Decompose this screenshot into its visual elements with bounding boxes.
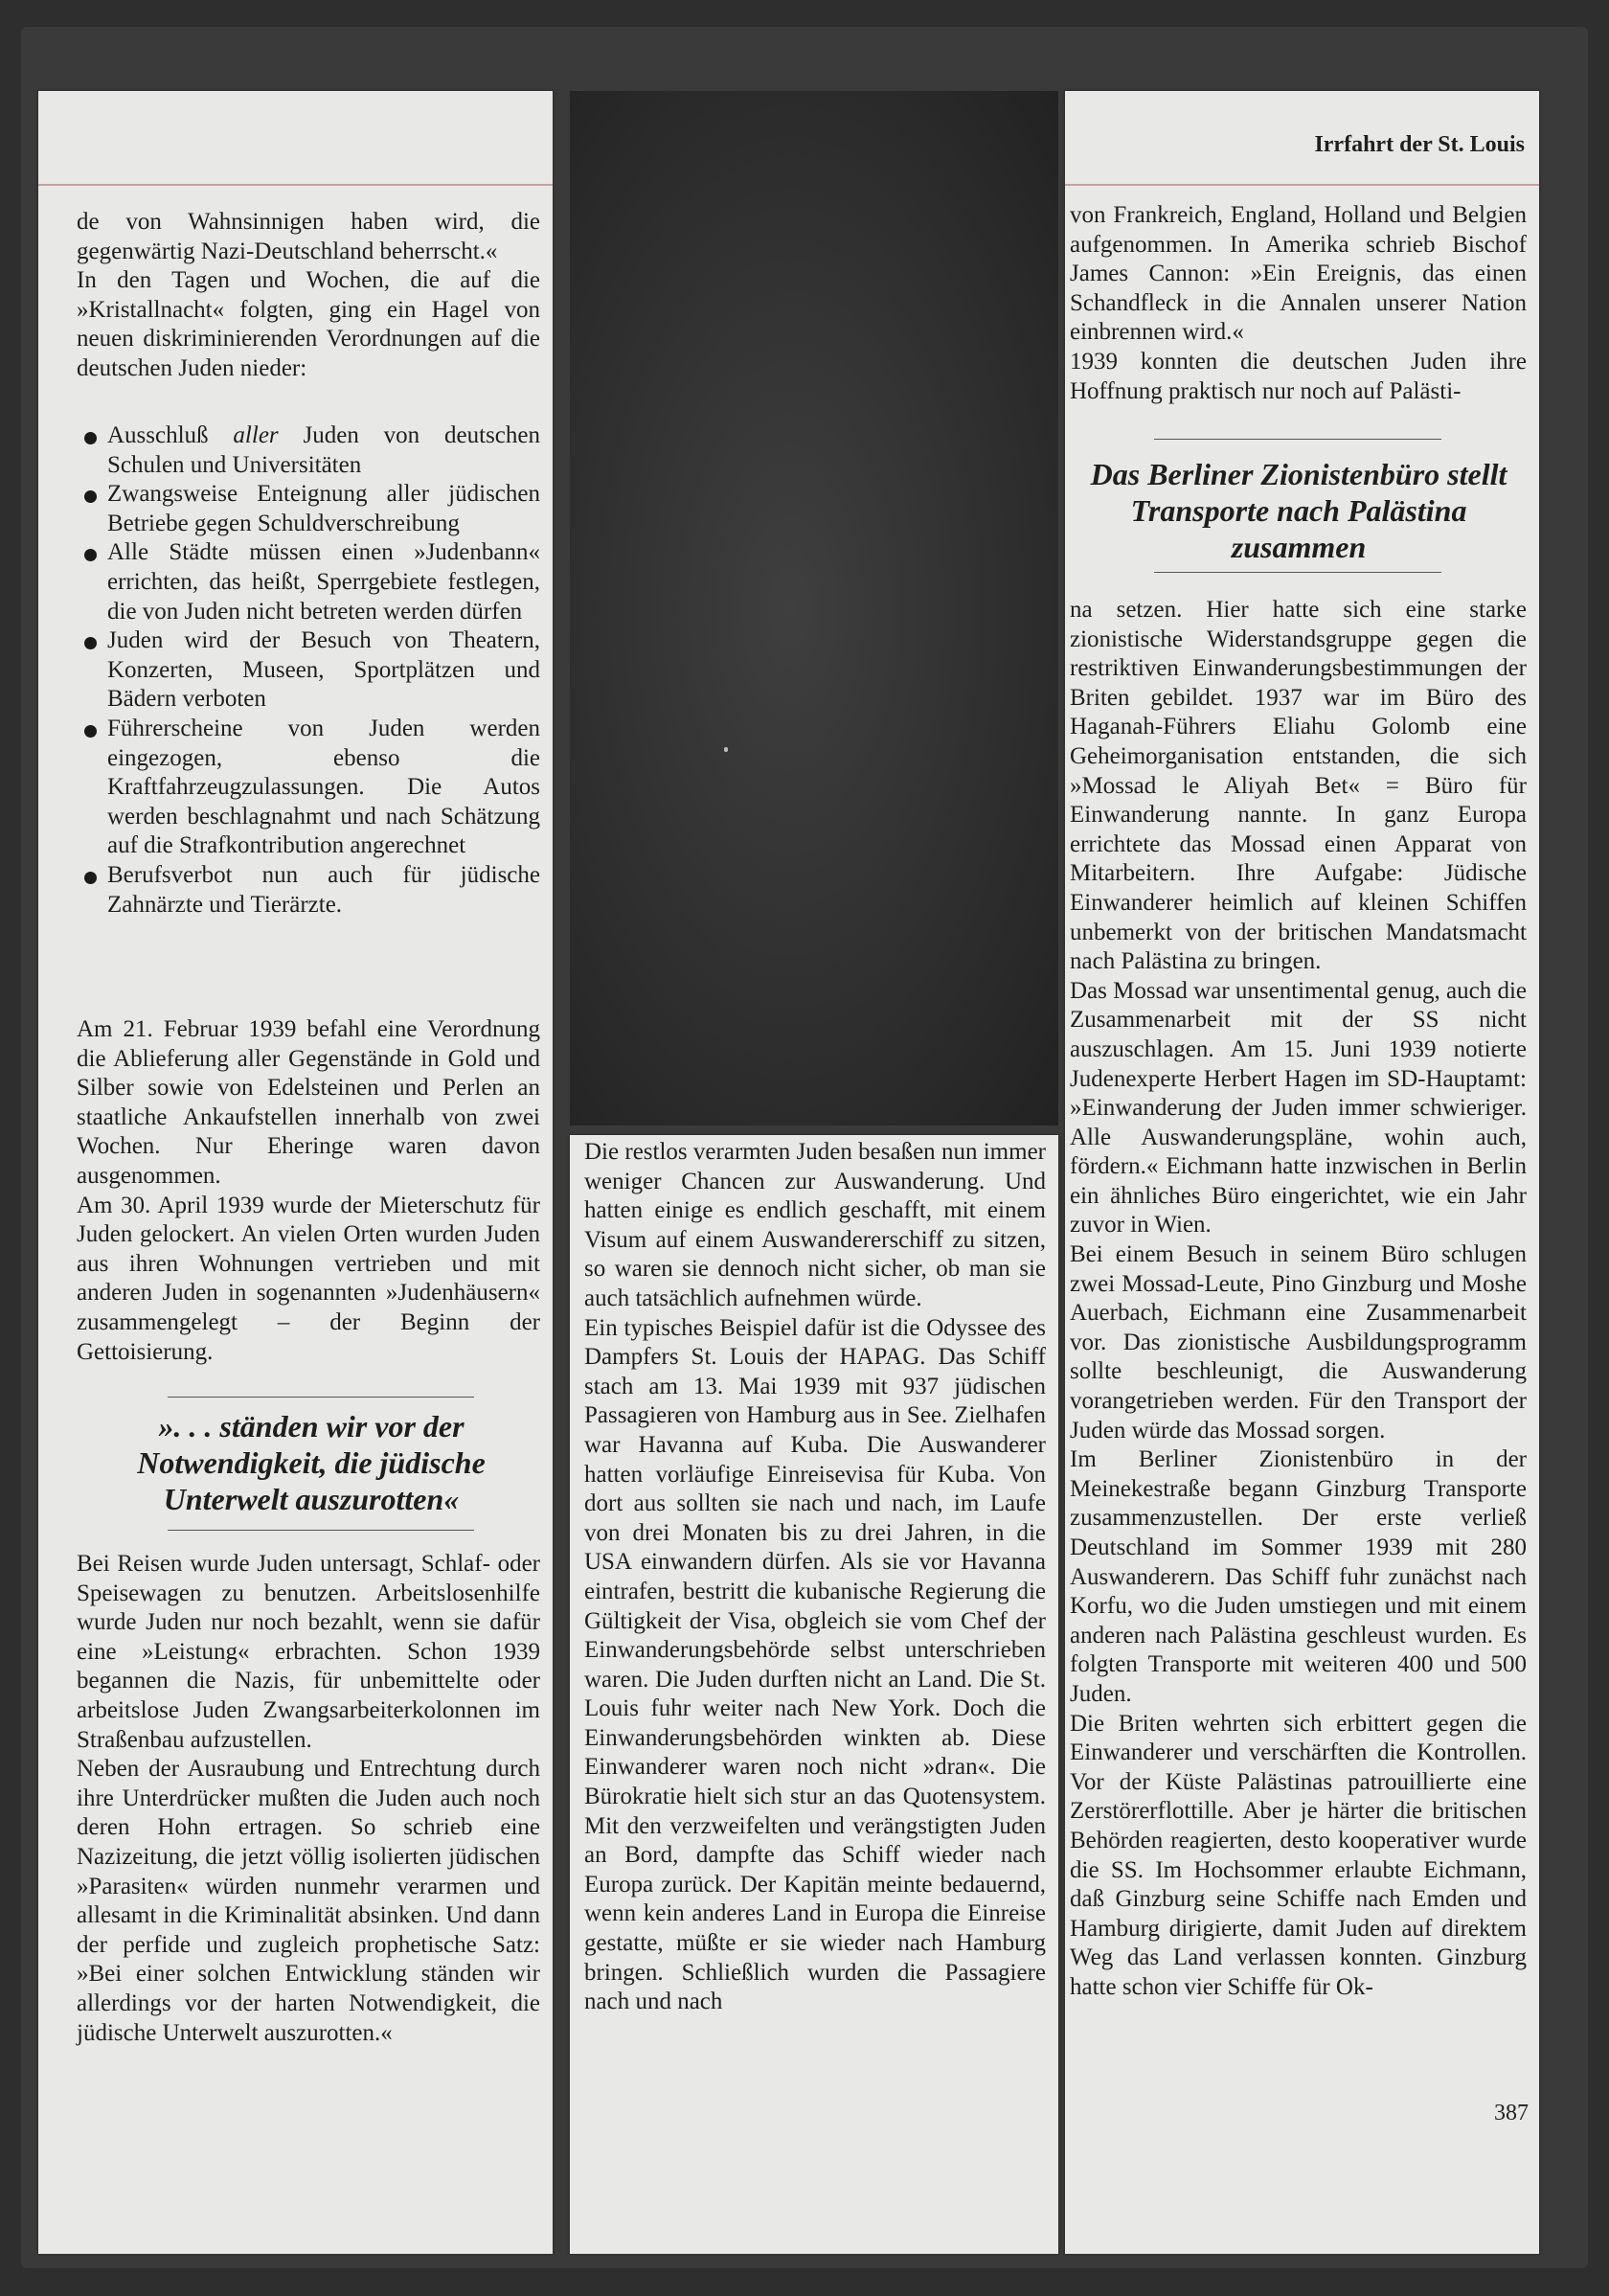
bullet-item: Führerscheine von Juden werden eingezogen, ebenso die Kraftfahrzeugzulassungen. Die Autos werden beschlagnahmt und nach Schätzung auf die Strafkontribution angerechnet	[84, 715, 540, 861]
bullet-list	[84, 421, 540, 920]
headline-rule-top-left	[168, 1397, 474, 1398]
bullet-dot-icon	[84, 725, 97, 738]
bullet-item: Berufsverbot nun auch für jüdische Zahnärzte und Tierärzte.	[84, 861, 540, 920]
col3-intro: von Frankreich, England, Holland und Belgien aufgenommen. In Amerika schrieb Bischof James Cannon: »Ein Ereignis, das einen Schandfleck in die Annalen unserer Nation einbrennen wird.« 1939 konnten die deutschen Juden ihre Hoffnung praktisch nur noch auf Palästi-	[1070, 202, 1527, 404]
bullet-item: Alle Städte müssen einen »Judenbann« errichten, das heißt, Sperrgebiete festlegen, die von Juden nicht betreten werden dürfen	[84, 538, 540, 626]
photo-speck	[724, 747, 728, 752]
col1-paragraph-2: Am 21. Februar 1939 befahl eine Verordnung die Ablieferung aller Gegenstände in Gold und Silber sowie von Edelsteinen und Perlen an staatliche Ankaufstellen innerhalb von zwei Wochen. Nur Eheringe waren davon ausgenommen. Am 30. April 1939 wurde der Mieterschutz für Juden gelockert. An vielen Orten wurden Juden aus ihren Wohnungen vertrieben und mit anderen Juden in sogenannten »Judenhäusern« zusammengelegt – der Beginn der Gettoisierung.	[77, 1016, 540, 1365]
header-rule-right	[1065, 184, 1539, 186]
bullet-item: Zwangsweise Enteignung aller jüdischen Betriebe gegen Schuldverschreibung	[84, 480, 540, 538]
running-head: Irrfahrt der St. Louis	[1314, 132, 1525, 157]
bullet-dot-icon	[84, 490, 97, 503]
col1-paragraph-3: Bei Reisen wurde Juden untersagt, Schlaf- oder Speisewagen zu benutzen. Arbeitslosenhilfe wurde Juden nur noch bezahlt, wenn sie dafür eine »Leistung« erbrachten. Schon 1939 begannen die Nazis, für unbemittelte oder arbeitslose Juden Zwangsarbeiterkolonnen im Straßenbau aufzustellen. Neben der Ausraubung und Entrechtung durch ihre Unterdrücker mußten die Juden auch noch deren Hohn ertragen. So schrieb eine Nazizeitung, die jetzt völlig isolierten jüdischen »Parasiten« würden nunmehr verarmen und allesamt in die Kriminalität absinken. Und dann der perfide und zugleich prophetische Satz: »Bei einer solchen Entwicklung ständen wir allerdings vor der harten Notwendigkeit, die jüdische Unterwelt auszurotten.«	[77, 1551, 540, 2046]
page-number: 387	[1494, 2101, 1529, 2126]
bullet-dot-icon	[84, 549, 97, 561]
headline-rule-bottom-right	[1154, 572, 1441, 573]
bullet-dot-icon	[84, 872, 97, 884]
headline-rule-top-right	[1154, 439, 1441, 440]
bullet-item: Ausschluß aller Juden von deutschen Schulen und Universitäten	[84, 421, 540, 480]
col3-headline: Das Berliner Zionistenbüro stellt Transporte nach Palästina zusammen	[1090, 457, 1507, 564]
bullet-item: Juden wird der Besuch von Theatern, Konzerten, Museen, Sportplätzen und Bädern verboten	[84, 626, 540, 715]
headline-rule-bottom-left	[168, 1530, 474, 1531]
col2-text: Die restlos verarmten Juden besaßen nun immer weniger Chancen zur Auswanderung. Und hatten einige es endlich geschafft, mit einem Visum auf einem Auswandererschiff zu sitzen, so waren sie dennoch nicht sicher, ob man sie auch tatsächlich aufnehmen würde. Ein typisches Beispiel dafür ist die Odyssee des Dampfers St. Louis der HAPAG. Das Schiff stach am 13. Mai 1939 mit 937 jüdischen Passagieren von Hamburg aus in See. Zielhafen war Havanna auf Kuba. Die Auswanderer hatten vorläufige Einreisevisa für Kuba. Von dort aus sollten sie nach und nach, im Laufe von drei Monaten bis zu drei Jahren, in die USA einwandern dürfen. Als sie vor Havanna eintrafen, bestritt die kubanische Regierung die Gültigkeit der Visa, obgleich sie vom Chef der Einwanderungsbehörde selbst unterschrieben waren. Die Juden durften nicht an Land. Die St. Louis fuhr weiter nach New York. Doch die Einwanderungsbehörden winkten ab. Diese Einwanderer waren noch nicht »dran«. Die Bürokratie hielt sich stur an das Quotensystem. Mit den verzweifelten und verängstigten Juden an Bord, dampfte das Schiff wieder nach Europa zurück. Der Kapitän meinte bedauernd, wenn kein anderes Land in Europa die Einreise gestatte, müßte er sie wieder nach Hamburg bringen. Schließlich wurden die Passagiere nach und nach	[584, 1139, 1046, 2015]
col1-headline: ». . . ständen wir vor der Notwendigkeit, die jüdische Unterwelt auszurotten«	[137, 1409, 486, 1516]
bullet-dot-icon	[84, 432, 97, 444]
col1-intro: de von Wahnsinnigen haben wird, die gegenwärtig Nazi-Deutschland beherrscht.« In den Tagen und Wochen, die auf die »Kristallnacht« folgten, ging ein Hagel von neuen diskriminierenden Verordnungen auf die deutschen Juden nieder:	[77, 209, 540, 381]
header-rule-left	[38, 184, 553, 186]
bullet-dot-icon	[84, 637, 97, 649]
col3-text: na setzen. Hier hatte sich eine starke zionistische Widerstandsgruppe gegen die restriktiven Einwanderungsbestimmungen der Briten gebildet. 1937 war im Büro des Haganah-Führers Eliahu Golomb eine Geheimorganisation entstanden, die sich »Mossad le Aliyah Bet« = Büro für Einwanderung nannte. In ganz Europa errichtete das Mossad einen Apparat von Mitarbeitern. Ihre Aufgabe: Jüdische Einwanderer heimlich auf kleinen Schiffen unbemerkt von der britischen Mandatsmacht nach Palästina zu bringen. Das Mossad war unsentimental genug, auch die Zusammenarbeit mit der SS nicht auszuschlagen. Am 15. Juni 1939 notierte Judenexperte Herbert Hagen im SD-Hauptamt: »Einwanderung der Juden immer schwieriger. Alle Auswanderungspläne, wohin auch, fördern.« Eichmann hatte inzwischen in Berlin ein ähnliches Büro eingerichtet, wie ein Jahr zuvor in Wien. Bei einem Besuch in seinem Büro schlugen zwei Mossad-Leute, Pino Ginzburg und Moshe Auerbach, Eichmann eine Zusammenarbeit vor. Das zionistische Ausbildungsprogramm sollte beschleunigt, die Auswanderung vorangetrieben werden. Für den Transport der Juden würde das Mossad sorgen. Im Berliner Zionistenbüro in der Meinekestraße begann Ginzburg Transporte zusammenzustellen. Der erste verließ Deutschland im Sommer 1939 mit 280 Auswanderern. Das Schiff fuhr zunächst nach Korfu, wo die Juden umstiegen und mit einem anderen nach Palästina geschleust wurden. Es folgten Transporte mit weiteren 400 und 500 Juden. Die Briten wehrten sich erbittert gegen die Einwanderer und verschärften die Kontrollen. Vor der Küste Palästinas patrouillierte eine Zerstörerflottille. Aber je härter die britischen Behörden reagierten, desto kooperativer wurde die SS. Im Hochsommer erlaubte Eichmann, daß Ginzburg seine Schiffe nach Emden und Hamburg dirigierte, damit Juden auf direktem Weg das Land verlassen konnten. Ginzburg hatte schon vier Schiffe für Ok-	[1070, 597, 1527, 2000]
dark-photo-area	[570, 91, 1058, 1125]
